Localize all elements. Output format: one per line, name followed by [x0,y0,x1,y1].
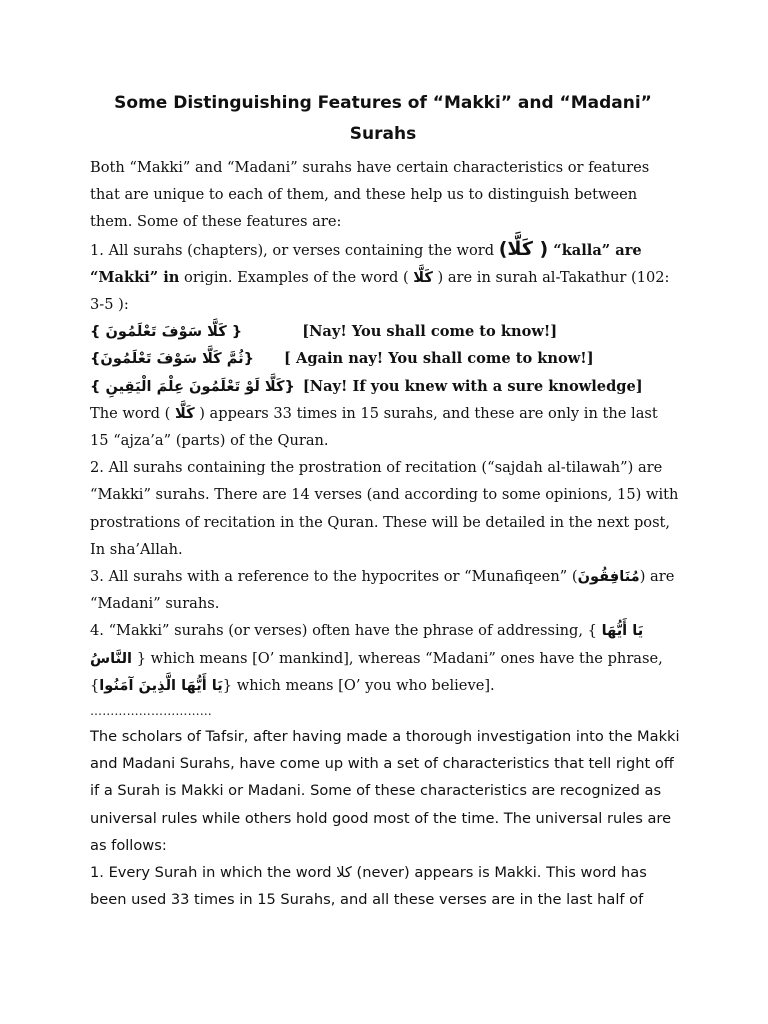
point-1-text: 1. All surahs (chapters), or verses containing the word [90,241,499,259]
arabic-kalla: كَلَّا [413,268,433,286]
rule-1-pre: 1. Every Surah in which the word [90,864,337,882]
verse-translation: [Nay! You shall come to know!] [302,323,558,341]
verse-line [90,318,680,345]
arabic-kalla-plain: كلا [336,864,352,882]
verse-line [90,373,680,400]
document-page [90,88,680,913]
point-3-paragraph [90,563,680,617]
point-3-post: ) are “Madani” surahs. [90,568,675,613]
point-4-pre: 4. “Makki” surahs (or verses) often have the phrase of addressing, { [90,622,602,640]
word-count-paragraph [90,400,680,454]
verse-arabic: { كَلَّا سَوْفَ تَعْلَمُونَ } [90,323,243,341]
rule-1-paragraph [90,859,680,913]
page-title [88,88,678,150]
verse-arabic: {كَلَّا لَوْ تَعْلَمُونَ عِلْمَ الْيَقِينِ } [90,377,295,395]
arabic-munafiqun: مُنَافِقُونَ [577,568,640,586]
point-1-mid: origin. Examples of the word ( [179,268,414,286]
point-4-paragraph [90,617,680,699]
point-2-paragraph: 2. All surahs containing the prostration of recitation (“sajdah al-tilawah”) are “Makki” surahs. There are 14 verses (and according to some opinions, 15) with prostrations of recitation in the Quran. These will be detailed in the next post, In sha’Allah. [90,459,679,558]
arabic-ya-ayyuha-an-nas: يَا أَيُّهَا النَّاسُ [90,622,644,667]
title-line-2: Surahs [349,124,417,144]
verse-translation: [ Again nay! You shall come to know!] [284,350,594,368]
point-1-bold: “kalla” are “Makki” in [90,241,642,286]
point-4-mid: } which means [O’ mankind], whereas “Madani” ones have the phrase, { [90,649,663,694]
arabic-kalla: كَلَّا [174,404,195,422]
verse-arabic: {ثُمَّ كَلَّا سَوْفَ تَعْلَمُونَ} [90,350,255,368]
separator-dots: ………………………… [90,704,212,719]
rule-1-post: (never) appears is Makki. This word has been used 33 times in 15 Surahs, and all these verses are in the last half of [90,864,647,909]
scholars-paragraph: The scholars of Tafsir, after having made a thorough investigation into the Makki and Madani Surahs, have come up with a set of characteristics that tell right off if a Surah is Makki or Madani. Some of these characteristics are recognized as universal rules while others hold good most of the time. The universal rules are as follows: [90,728,680,854]
verse-line [90,345,680,372]
arabic-kalla-large: ( كَلَّا) [498,237,549,260]
point-3-pre: 3. All surahs with a reference to the hypocrites or “Munafiqeen” ( [90,568,578,586]
word-count-post: ) appears 33 times in 15 surahs, and these are only in the last 15 “ajza’a” (parts) of the Quran. [90,404,658,450]
point-4-post: } which means [O’ you who believe]. [222,676,495,694]
arabic-ya-ayyuha-alladhina-amanu: يَا أَيُّهَا الَّذِينَ آمَنُوا [99,676,223,694]
word-count-pre: The word ( [90,404,175,422]
intro-paragraph: Both “Makki” and “Madani” surahs have certain characteristics or features that are unique to each of them, and these help us to distinguish between them. Some of these features are: [90,159,650,231]
point-1-post: ) are in surah al-Takathur (102: 3-5 ): [90,268,670,314]
title-line-1: Some Distinguishing Features of “Makki” and “Madani” [114,93,652,113]
point-1-paragraph [90,236,680,319]
verse-translation: [Nay! If you knew with a sure knowledge] [302,377,643,395]
